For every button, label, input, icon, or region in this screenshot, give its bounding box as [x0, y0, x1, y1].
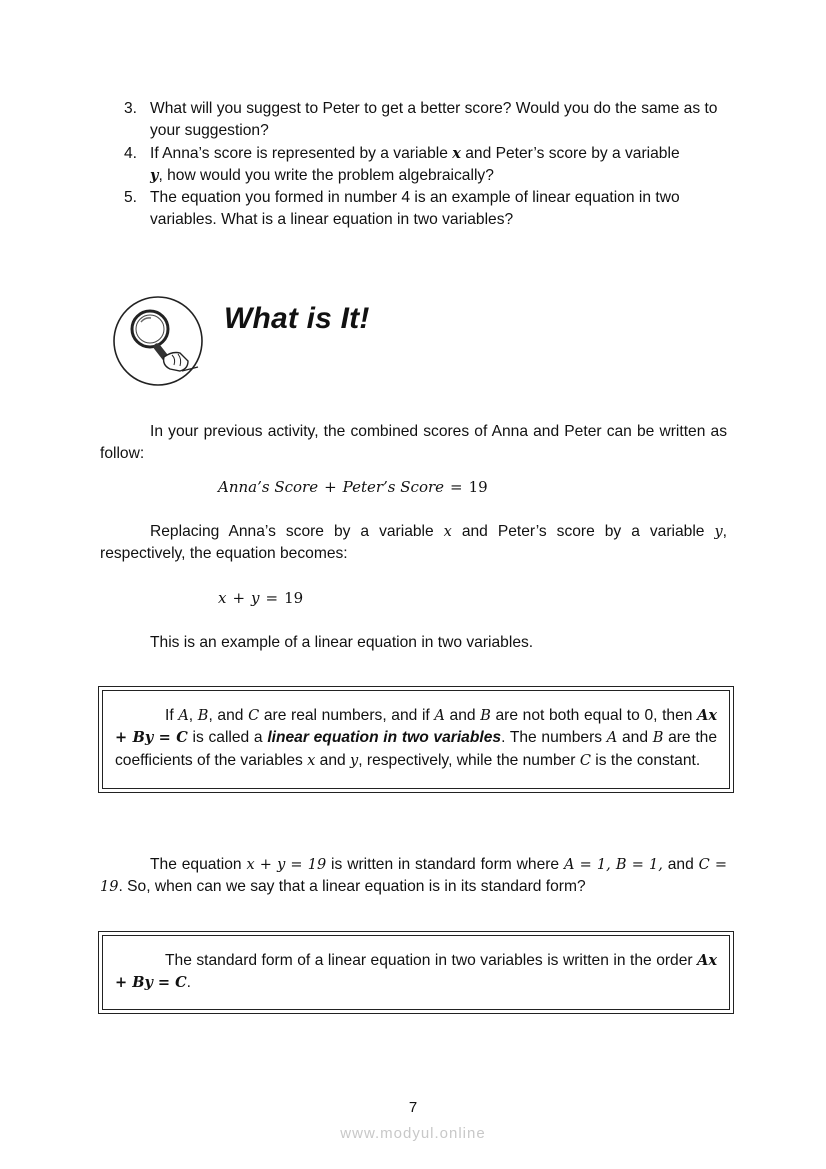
definition-text [102, 690, 730, 789]
inline-equation: A = 1, B = 1, [563, 857, 663, 873]
question-text: The equation you formed in number 4 is an example of linear equation in two variables. What is a linear equation in two variables? [150, 189, 680, 229]
equation-constant: 19 [468, 478, 488, 496]
variable-x: x [307, 752, 316, 769]
standard-form-body [115, 950, 717, 995]
text-part: is the constant. [590, 751, 701, 769]
variable-x: x [452, 144, 461, 162]
watermark: www.modyul.online [340, 1125, 486, 1142]
list-item [124, 98, 728, 143]
formula: Ax + By = C [115, 952, 717, 992]
text-part: . The numbers [501, 729, 607, 747]
question-text-part: , how would you write the problem algebraically? [158, 166, 494, 184]
equation-operator: + [324, 478, 337, 496]
text-part: If [165, 707, 179, 724]
equation-term: y [251, 589, 260, 607]
equation-operator: = [450, 478, 463, 496]
question-text-part: If Anna’s score is represented by a variable [150, 144, 453, 162]
variable-y: y [714, 524, 723, 540]
variable-b: B [652, 730, 664, 747]
standard-form-box [98, 931, 734, 1014]
standard-form-text [102, 935, 730, 1010]
variable-b: B [197, 708, 209, 724]
equation-xy [218, 589, 303, 607]
paragraph-text: . So, when can we say that a linear equation is in its standard form? [118, 878, 586, 896]
equation-constant: 19 [284, 589, 304, 607]
variable-a: A [434, 708, 445, 724]
text-part: are not both equal to 0, then [490, 707, 698, 724]
text-part: , respectively, while the number [358, 751, 580, 769]
magnifying-glass-hand-icon [112, 295, 204, 387]
variable-x: x [443, 524, 452, 540]
formula: Ax + By = C [115, 707, 717, 747]
paragraph-text: , respectively, the equation becomes: [100, 523, 728, 563]
variable-y: y [350, 752, 359, 769]
defined-term: linear equation in two variables [267, 729, 502, 747]
replacement-paragraph [100, 521, 727, 566]
text-part: is called a [187, 729, 268, 747]
text-part: are real numbers, and if [259, 707, 435, 724]
variable-b: B [480, 708, 491, 724]
page-number: 7 [408, 1099, 418, 1116]
variable-c: C [248, 708, 260, 724]
equation-operator: = [265, 589, 279, 607]
paragraph-text: The equation [150, 856, 247, 873]
section-title: What is It! [224, 302, 370, 335]
equation-term: Anna’s Score [218, 478, 319, 496]
text-part: , [188, 707, 198, 724]
text-part: The standard form of a linear equation in two variables is written in the order [165, 952, 698, 969]
variable-y: y [150, 166, 159, 184]
intro-paragraph: In your previous activity, the combined scores of Anna and Peter can be written as follow: [100, 423, 727, 463]
text-part: . [186, 974, 192, 992]
question-text: What will you suggest to Peter to get a better score? Would you do the same as to your suggestion? [150, 100, 718, 140]
text-part: and [315, 751, 351, 769]
question-text [150, 143, 728, 188]
paragraph-text: and [662, 856, 699, 873]
inline-equation: C = 19 [100, 857, 728, 896]
list-item [124, 143, 728, 188]
variable-c: C [579, 752, 591, 769]
equation-operator: + [232, 589, 246, 607]
text-part: and [444, 707, 481, 724]
equation-term: Peter’s Score [342, 478, 445, 496]
paragraph-text: and Peter’s score by a variable [451, 523, 715, 540]
example-paragraph: This is an example of a linear equation in two variables. [150, 634, 534, 651]
variable-a: A [178, 708, 189, 724]
question-number: 3. [124, 100, 138, 117]
question-list [124, 98, 728, 232]
text-part: and [617, 729, 653, 747]
paragraph-text: is written in standard form where [326, 856, 564, 873]
standard-form-paragraph [100, 854, 727, 899]
inline-equation: x + y = 19 [246, 857, 327, 873]
list-item [124, 187, 728, 232]
question-number: 4. [124, 144, 138, 162]
text-part: , and [208, 707, 249, 724]
paragraph-text: Replacing Anna’s score by a variable [150, 523, 444, 540]
definition-body [115, 705, 717, 772]
text-part: are the coefficients of the variables [115, 729, 717, 769]
equation-term: x [218, 589, 227, 607]
variable-a: A [606, 730, 618, 747]
question-number: 5. [124, 189, 138, 207]
question-text-part: and Peter’s score by a variable [460, 144, 680, 162]
equation-scores [218, 478, 488, 496]
definition-box [98, 686, 734, 793]
